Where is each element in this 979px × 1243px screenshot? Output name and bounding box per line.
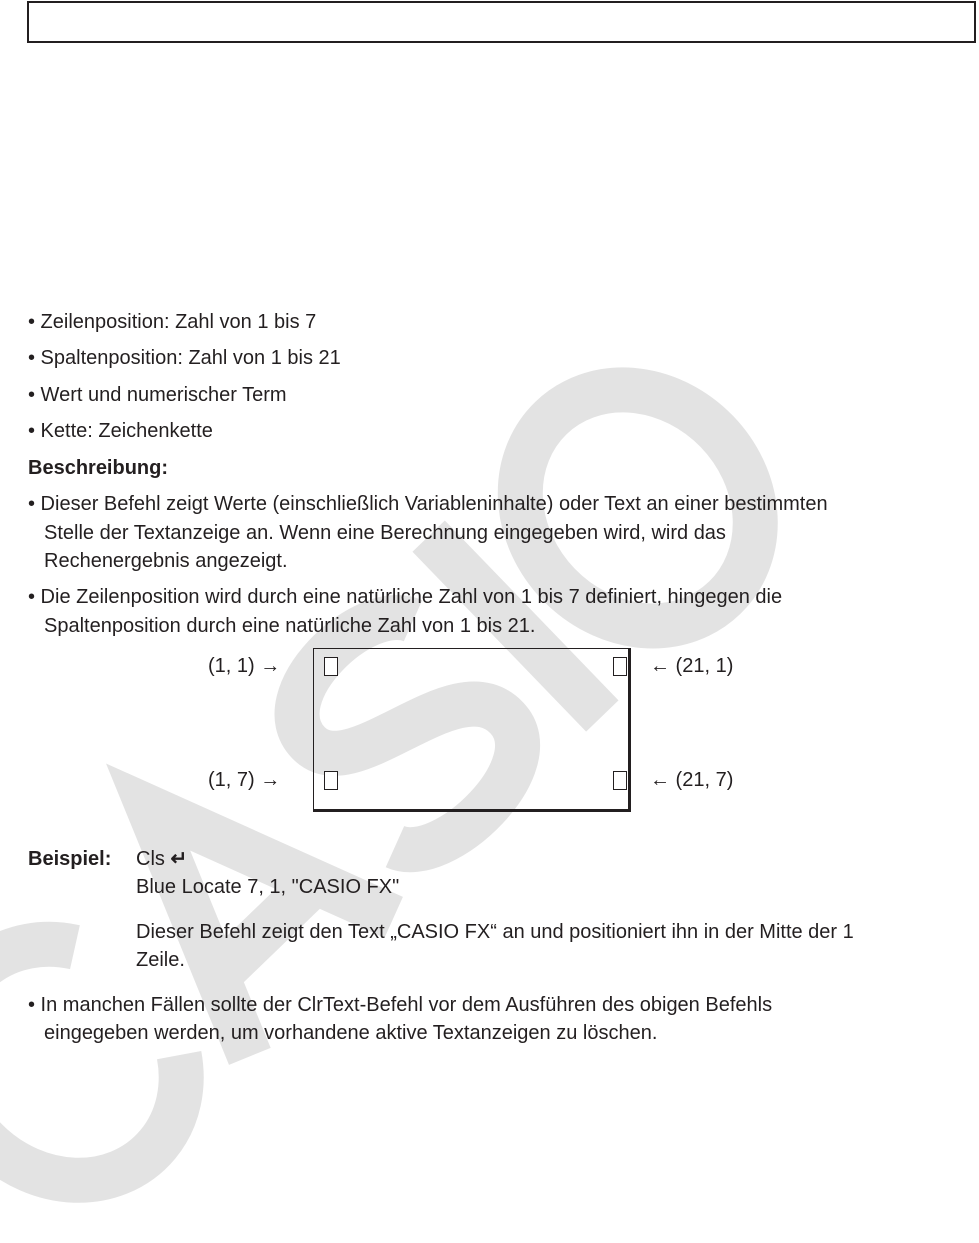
desc2-line1: • Die Zeilenposition wird durch eine natürliche Zahl von 1 bis 7 definiert, hingegen die <box>28 586 783 608</box>
param-col: • Spaltenposition: Zahl von 1 bis 21 <box>28 347 341 369</box>
label-21-7: ← (21, 7) <box>650 769 734 791</box>
header-box <box>27 1 976 43</box>
param-row: • Zeilenposition: Zahl von 1 bis 7 <box>28 311 317 333</box>
desc2-line2: Spaltenposition durch eine natürliche Zahl von 1 bis 21. <box>44 615 536 637</box>
example-note2: Zeile. <box>136 949 185 971</box>
param-value: • Wert und numerischer Term <box>28 384 287 406</box>
cell-marker <box>613 657 627 676</box>
desc1-line1: • Dieser Befehl zeigt Werte (einschließlich Variableninhalte) oder Text an einer bestimmten <box>28 493 828 515</box>
label-1-7: (1, 7) → <box>208 769 281 791</box>
label-1-1: (1, 1) → <box>208 655 281 677</box>
example-note1: Dieser Befehl zeigt den Text „CASIO FX“ an und positioniert ihn in der Mitte der 1 <box>136 921 854 943</box>
description-heading: Beschreibung: <box>28 457 169 479</box>
note-line1: • In manchen Fällen sollte der ClrText-Befehl vor dem Ausführen des obigen Befehls <box>28 994 773 1016</box>
example-label: Beispiel: <box>28 848 112 870</box>
text-screen-diagram <box>313 648 631 812</box>
example-line2: Blue Locate 7, 1, "CASIO FX" <box>136 876 400 898</box>
example-line1 <box>136 845 187 873</box>
cell-marker <box>324 657 338 676</box>
cell-marker <box>324 771 338 790</box>
label-21-1: ← (21, 1) <box>650 655 734 677</box>
cell-marker <box>613 771 627 790</box>
note-line2: eingegeben werden, um vorhandene aktive Textanzeigen zu löschen. <box>44 1022 658 1044</box>
param-string: • Kette: Zeichenkette <box>28 420 213 442</box>
example-cmd: Cls <box>136 848 165 870</box>
desc1-line3: Rechenergebnis angezeigt. <box>44 550 288 572</box>
desc1-line2: Stelle der Textanzeige an. Wenn eine Berechnung eingegeben wird, wird das <box>44 522 726 544</box>
return-icon: ↵ <box>170 848 188 870</box>
